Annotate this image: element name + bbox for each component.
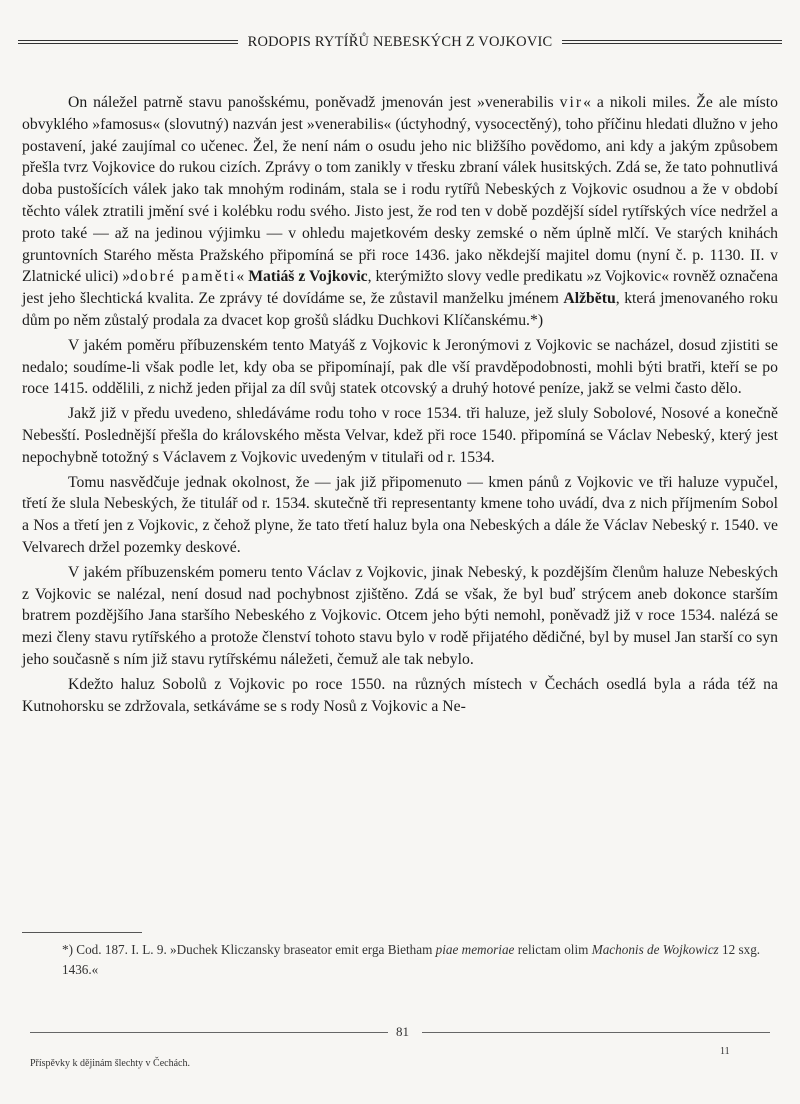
header-rule-left	[18, 40, 238, 44]
text-segment: dobré paměti	[130, 268, 237, 286]
page-number: 81	[396, 1024, 409, 1039]
footnote-rule	[22, 932, 142, 933]
sheet-number: 11	[720, 1046, 730, 1057]
main-text	[22, 92, 778, 720]
paragraph	[22, 92, 778, 332]
text-segment: «	[236, 268, 249, 286]
text-segment: Matiáš z Vojkovic	[248, 268, 368, 286]
paragraph	[22, 562, 778, 671]
paragraph	[22, 403, 778, 468]
header-rule-right	[562, 40, 782, 44]
text-segment: V jakém příbuzenském pomeru tento Václav z Vojkovic, jinak Nebeský, k pozdějším členům haluze Nebeských z Vojkovic se nalézal, není dosud nad pochybnost zjištěno. Zdá se však, že byl buď strýcem aneb dokonce starším bratrem pozdějšího Jana staršího Nebeského z Vojkovic. Otcem jeho býti nemohl, poněvadž již v roce 1534. nalézá se mezi členy stavu rytířského a protože členství tohoto stavu bylo v rodě přijatého dědičné, byl by musel Jan starší co syn jeho současně s ním již stavu rytířskému náležeti, čemuž ale tak nebylo.	[22, 563, 778, 668]
footer-rule-left	[30, 1032, 388, 1033]
footnote-segment: *) Cod. 187. I. L. 9. »Duchek Kliczansky braseator emit erga Bietham	[62, 942, 436, 957]
running-header	[18, 30, 782, 54]
text-segment: , kterýmižto slovy vedle predikatu »z Vojkovic« rovněž označena jest jeho šlechtická kvalita. Ze zprávy té dovídáme se, že zůstavil manželku jménem	[22, 268, 779, 308]
text-segment: , která jmenovaného roku dům po něm zůstalý prodala za dvacet kop grošů sládku Duchkovi Klíčanskému.*)	[22, 290, 778, 329]
text-segment: On náležel patrně stavu panošskému, poněvadž jmenován jest »venerabilis	[68, 94, 560, 111]
text-segment: Tomu nasvědčuje jednak okolnost, že — jak již připomenuto — kmen pánů z Vojkovic ve tři haluze vypučel, třetí že slula Nebeských, že titulář od r. 1534. skutečně tři representanty kmene toho uvádí, dva z nich příjmením Sobol a Nos a třetí jen z Vojkovic, z čehož plyne, že tato třetí haluz byla ona Nebeských a dále že Václav Nebeský r. 1540. ve Velvarech držel pozemky deskové.	[22, 473, 778, 556]
footnote-segment: relictam olim	[514, 942, 592, 957]
footer-rule-right	[422, 1032, 770, 1033]
paragraph	[22, 674, 778, 718]
footnote-segment: piae memoriae	[435, 942, 515, 957]
text-segment: vir	[559, 94, 584, 111]
text-segment: Kdežto haluz Sobolů z Vojkovic po roce 1550. na různých místech v Čechách osedlá byla a ráda též na Kutnohorsku se zdržovala, setkáváme se s rody Nosů z Vojkovic a Ne-	[22, 675, 778, 715]
text-segment: « a nikoli miles. Že ale místo obvyklého »famosus« (slovutný) nazván jest »venerabilis« (úctyhodný, vysocectěný), toho příčinu hledati dlužno v jeho postavení, jaké zaujímal co učenec. Žel, že není nám o osudu jeho nic bližšího povědomo, ani kdy a jakým způsobem přešla tvrz Vojkovice do rukou cizích. Zprávy o tom zanikly v třesku zbraní válek husitských. Zdá se, že tato pohnutlivá doba pustošících válek jako tak mnohým rodinám, stala se i rodu rytířů Nebeských z Vojkovic osudnou a že v období těchto válek ztratili jmění své i kolébku rodu svého. Jisto jest, že rod ten v době pozdější sídel rytířských více nedržel a proto také — až na jedinou výjimku — v ohledu majetkovém desky zemské o něm úplně mlčí. Ve starých knihách gruntovních Starého města Pražského připomíná se při roce 1436. jako někdejší majitel domu (nyní č. p. 1130. II. v Zlatnické ulici) »	[22, 94, 778, 286]
footnote-segment: Machonis de Wojkowicz	[591, 942, 719, 957]
text-segment: Alžbětu	[563, 290, 616, 308]
text-segment: Jakž již v předu uvedeno, shledáváme rodu toho v roce 1534. tři haluze, jež sluly Sobolové, Nosové a konečně Nebesští. Poslednější přešla do královského města Velvar, kdež při roce 1540. připomíná se Václav Nebeský, který jest nepochybně totožný s Václavem z Vojkovic uvedeným v titulaři od r. 1534.	[22, 405, 778, 466]
paragraph	[22, 335, 778, 400]
publication-title: Příspěvky k dějinám šlechty v Čechách.	[30, 1058, 190, 1069]
footnote	[62, 940, 762, 980]
footnote-segment: 12 sxg. 1436.«	[62, 942, 761, 977]
header-title: RODOPIS RYTÍŘŮ NEBESKÝCH Z VOJKOVIC	[247, 33, 553, 50]
text-segment: V jakém poměru příbuzenském tento Matyáš z Vojkovic k Jeronýmovi z Vojkovic se nacházel, dosud zjistiti se nedalo; soudíme-li však podle let, kdy oba se připomínají, pak dle vší pravděpodobnosti, mohli býti bratři, kteří se po roce 1415. oddělili, z nichž jeden přijal za díl svůj statek otcovský a druhý hotové peníze, jakž se velmi často dělo.	[22, 336, 778, 398]
paragraph	[22, 472, 778, 559]
